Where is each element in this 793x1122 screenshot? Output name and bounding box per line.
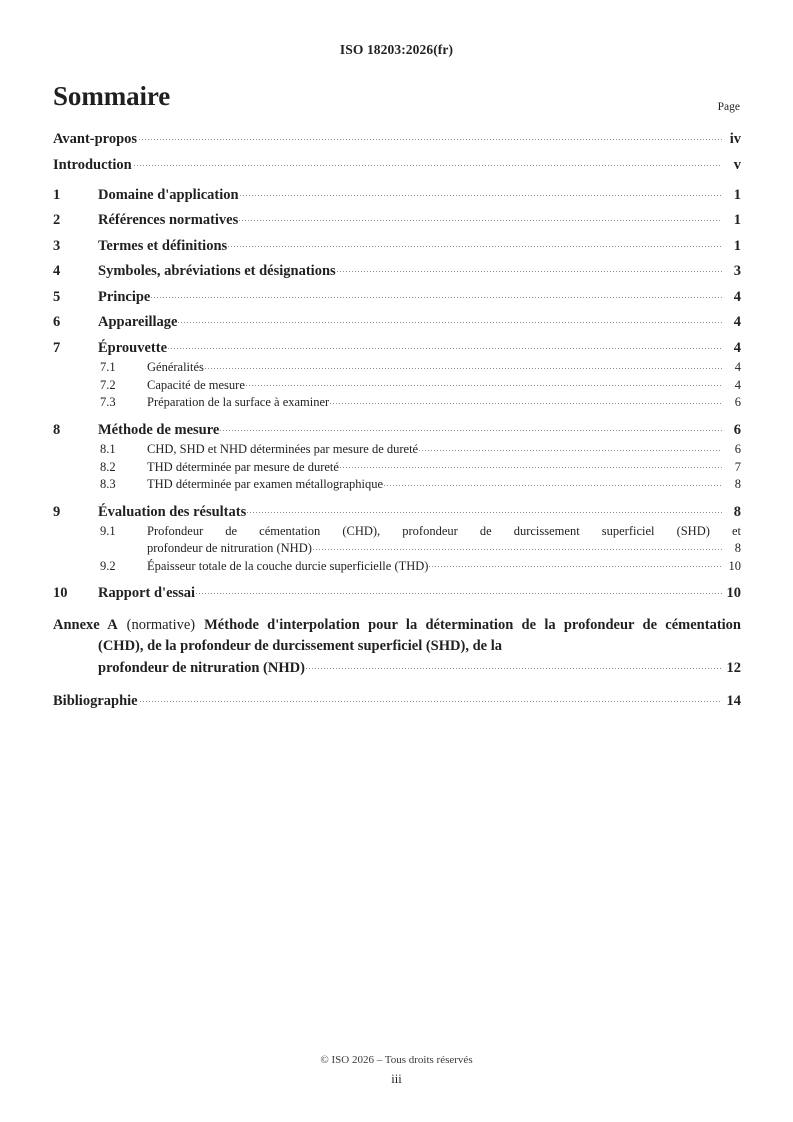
table-of-contents <box>53 128 741 712</box>
dot-leader <box>330 394 722 407</box>
toc-entry-page: 10 <box>726 585 741 601</box>
dot-leader <box>140 690 722 705</box>
toc-entry-label: Domaine d'application <box>98 186 239 203</box>
toc-entry-clause-8-3[interactable] <box>53 476 741 494</box>
toc-entry-label: Principe <box>98 288 151 305</box>
toc-entry-number: 9.1 <box>100 523 116 538</box>
toc-entry-label: Profondeur de cémentation (CHD), profondeur de durcissement superficiel (SHD) et <box>147 523 741 538</box>
toc-entry-page: 4 <box>733 339 741 356</box>
toc-entry-page: 8 <box>734 541 741 555</box>
annex-qualifier: (normative) <box>126 617 196 633</box>
toc-entry-label: THD déterminée par mesure de dureté <box>147 459 339 474</box>
toc-entry-page: v <box>733 157 741 173</box>
toc-entry-page: 1 <box>733 237 741 254</box>
toc-entry-label: CHD, SHD et NHD déterminées par mesure de dureté <box>147 442 419 456</box>
toc-entry-page: 10 <box>728 558 741 573</box>
dot-leader <box>247 501 722 516</box>
toc-entry-introduction[interactable] <box>53 154 741 176</box>
toc-entry-number: 9.2 <box>100 558 116 573</box>
toc-entry-clause-4[interactable] <box>53 261 741 283</box>
toc-entry-clause-7[interactable] <box>53 337 741 359</box>
toc-entry-label: Avant-propos <box>53 131 138 147</box>
toc-entry-page: 7 <box>734 459 741 474</box>
toc-entry-label: THD déterminée par examen métallographique <box>147 477 384 491</box>
toc-entry-page: 8 <box>733 503 741 520</box>
toc-entry-number: 8 <box>53 421 61 438</box>
dot-leader <box>220 419 722 434</box>
dot-leader <box>337 261 722 276</box>
dot-leader <box>178 312 722 327</box>
copyright-notice: © ISO 2026 – Tous droits réservés <box>320 1054 473 1066</box>
dot-leader <box>205 359 722 372</box>
dot-leader <box>246 376 722 389</box>
toc-entry-label: Méthode de mesure <box>98 421 220 438</box>
toc-entry-label: Préparation de la surface à examiner <box>147 395 330 409</box>
toc-entry-clause-9-2[interactable] <box>53 557 741 575</box>
annex-title-continued: profondeur de nitruration (NHD) <box>98 659 305 676</box>
toc-entry-page: 4 <box>734 360 741 374</box>
dot-leader <box>239 210 722 225</box>
toc-entry-number: 10 <box>53 585 68 601</box>
toc-title-row <box>53 80 740 114</box>
annex-name: Annexe A <box>53 617 118 633</box>
page-title: Sommaire <box>53 81 171 111</box>
dot-leader <box>240 184 722 199</box>
dot-leader <box>196 583 722 598</box>
toc-entry-label: Appareillage <box>98 314 178 330</box>
toc-entry-number: 3 <box>53 237 61 254</box>
toc-entry-number: 7 <box>53 339 61 356</box>
dot-leader <box>313 540 722 553</box>
toc-entry-label: Termes et définitions <box>98 237 228 254</box>
toc-entry-clause-8-2[interactable] <box>53 458 741 476</box>
toc-entry-clause-1[interactable] <box>53 184 741 206</box>
toc-entry-clause-8[interactable] <box>53 419 741 441</box>
toc-entry-avant-propos[interactable] <box>53 128 741 150</box>
toc-entry-number: 6 <box>53 314 61 330</box>
toc-entry-page: 1 <box>733 212 741 228</box>
dot-leader <box>340 458 722 471</box>
dot-leader <box>168 337 722 352</box>
toc-entry-label-continued: profondeur de nitruration (NHD) <box>147 541 312 555</box>
toc-entry-page: 6 <box>734 395 741 409</box>
dot-leader <box>139 129 722 144</box>
toc-entry-number: 8.2 <box>100 459 116 474</box>
toc-entry-label: Références normatives <box>98 212 239 228</box>
annex-title: Méthode d'interpolation pour la détermination de la profondeur de cémentation (CHD), de la profondeur de durcissement superficiel (SHD), de la <box>98 617 741 654</box>
dot-leader <box>429 557 722 570</box>
toc-entry-number: 7.3 <box>100 395 116 409</box>
toc-entry-label: Introduction <box>53 157 132 173</box>
dot-leader <box>419 441 722 454</box>
toc-entry-page: 3 <box>733 263 741 279</box>
toc-entry-clause-7-1[interactable] <box>53 359 741 377</box>
toc-entry-clause-10[interactable] <box>53 583 741 605</box>
toc-entry-number: 2 <box>53 212 61 228</box>
toc-entry-clause-9-1[interactable] <box>53 523 741 558</box>
toc-entry-number: 7.2 <box>100 377 116 392</box>
toc-entry-number: 5 <box>53 288 61 305</box>
toc-entry-number: 1 <box>53 186 61 203</box>
toc-entry-label: Éprouvette <box>98 339 168 356</box>
page-footer <box>0 1053 793 1088</box>
toc-entry-label: Généralités <box>147 360 204 374</box>
toc-entry-label: Bibliographie <box>53 692 138 709</box>
toc-entry-page: 1 <box>733 186 741 203</box>
toc-entry-annex-a[interactable] <box>53 615 741 679</box>
toc-entry-page: 4 <box>734 377 741 392</box>
dot-leader <box>384 476 722 489</box>
toc-entry-clause-8-1[interactable] <box>53 441 741 459</box>
toc-entry-clause-7-2[interactable] <box>53 376 741 394</box>
toc-entry-label: Épaisseur totale de la couche durcie superficielle (THD) <box>147 558 429 573</box>
toc-entry-clause-9[interactable] <box>53 501 741 523</box>
toc-entry-clause-2[interactable] <box>53 210 741 232</box>
toc-entry-number: 9 <box>53 503 61 520</box>
toc-entry-number: 7.1 <box>100 360 116 374</box>
dot-leader <box>134 155 722 170</box>
toc-entry-page: 6 <box>733 421 741 438</box>
dot-leader <box>228 235 722 250</box>
toc-entry-label: Symboles, abréviations et désignations <box>98 263 336 279</box>
toc-entry-clause-3[interactable] <box>53 235 741 257</box>
toc-entry-bibliographie[interactable] <box>53 690 741 712</box>
running-header: ISO 18203:2026(fr) <box>339 42 454 57</box>
toc-entry-clause-6[interactable] <box>53 312 741 334</box>
toc-entry-clause-5[interactable] <box>53 286 741 308</box>
toc-entry-page: 12 <box>726 659 741 676</box>
page-column-header: Page <box>717 101 740 113</box>
dot-leader <box>151 286 722 301</box>
toc-entry-label: Rapport d'essai <box>98 585 196 601</box>
page-number: iii <box>391 1072 402 1086</box>
toc-entry-page: 4 <box>733 288 741 305</box>
dot-leader <box>306 657 722 672</box>
toc-entry-page: 8 <box>734 477 741 491</box>
toc-entry-number: 8.1 <box>100 442 116 456</box>
toc-entry-label: Capacité de mesure <box>147 377 245 392</box>
toc-entry-number: 4 <box>53 263 61 279</box>
toc-entry-clause-7-3[interactable] <box>53 394 741 412</box>
toc-entry-label: Évaluation des résultats <box>98 503 247 520</box>
toc-entry-page: iv <box>729 131 741 147</box>
toc-entry-page: 6 <box>734 442 741 456</box>
toc-entry-number: 8.3 <box>100 477 116 491</box>
toc-entry-page: 4 <box>733 314 741 330</box>
toc-entry-page: 14 <box>726 692 741 709</box>
